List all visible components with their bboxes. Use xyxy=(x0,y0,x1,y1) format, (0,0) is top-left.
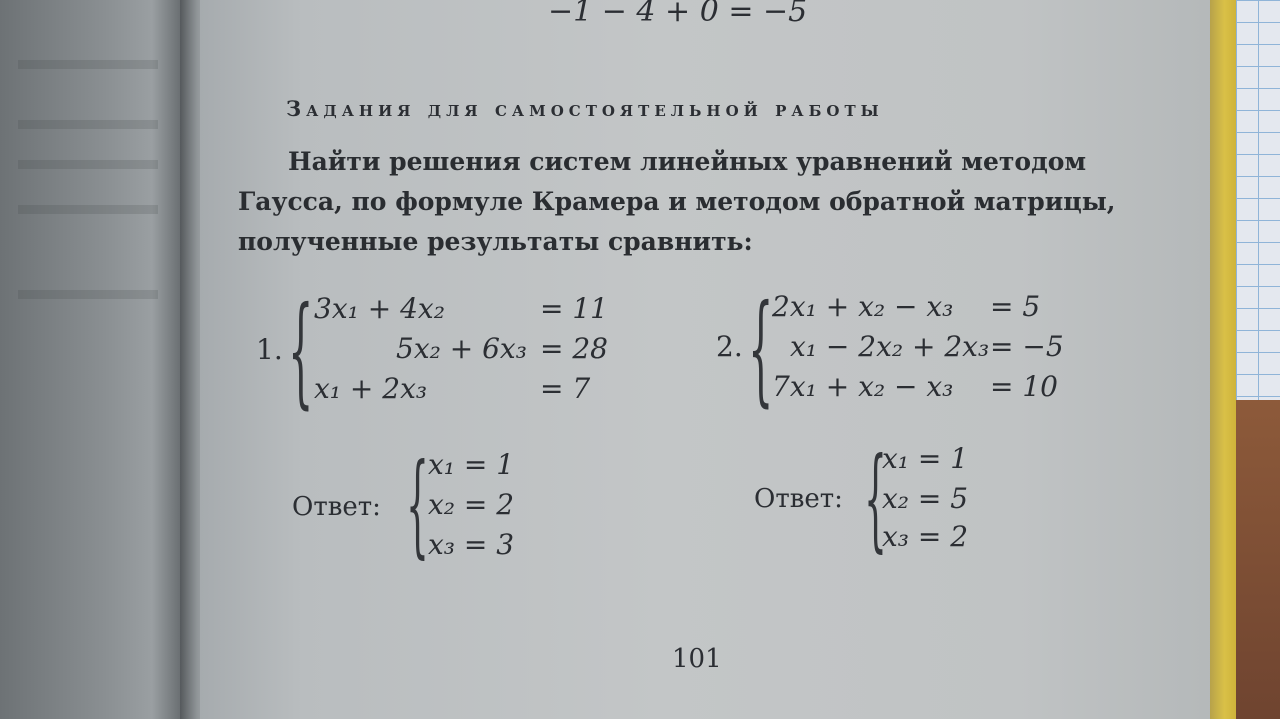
problem-statement: Найти решения систем линейных уравнений методом Гаусса, по формуле Крамера и методом обратной матрицы, полученные результаты сравнить: xyxy=(238,147,1116,256)
system-2-answer-x3: x₃ = 2 xyxy=(882,520,969,553)
system-1-answer-x3: x₃ = 3 xyxy=(428,528,515,561)
system-2-eq1-lhs: 2x₁ + x₂ − x₃ xyxy=(772,290,954,323)
system-1-eq3-rhs: = 7 xyxy=(540,372,591,405)
system-1-answer-x2: x₂ = 2 xyxy=(428,488,515,521)
system-2-answer-label: Ответ: xyxy=(754,484,843,514)
grid-paper-background xyxy=(1236,0,1280,400)
system-2-answer-x1: x₁ = 1 xyxy=(882,442,969,475)
system-1-eq2-rhs: = 28 xyxy=(540,332,608,365)
system-2-brace: { xyxy=(748,282,774,420)
system-1-eq3-lhs: x₁ + 2x₃ xyxy=(314,372,428,405)
system-1-answer-brace: { xyxy=(406,444,429,572)
faded-text-line xyxy=(18,205,158,214)
previous-equation-fragment: −1 − 4 + 0 = −5 xyxy=(548,0,808,29)
system-1-eq1-lhs: 3x₁ + 4x₂ xyxy=(314,292,445,325)
faded-text-line xyxy=(18,290,158,299)
faded-text-line xyxy=(18,60,158,69)
page-number: 101 xyxy=(672,644,722,674)
system-2-answer-brace: { xyxy=(864,438,887,566)
system-1-answer-x1: x₁ = 1 xyxy=(428,448,515,481)
system-2-eq3-lhs: 7x₁ + x₂ − x₃ xyxy=(772,370,954,403)
system-2-number: 2. xyxy=(716,330,743,363)
system-2-answer-x2: x₂ = 5 xyxy=(882,482,969,515)
system-2-eq1-rhs: = 5 xyxy=(990,290,1041,323)
system-1-brace: { xyxy=(288,284,314,422)
system-2-eq3-rhs: = 10 xyxy=(990,370,1058,403)
system-2-eq2-lhs: x₁ − 2x₂ + 2x₃ xyxy=(790,330,990,363)
system-1-eq2-lhs: 5x₂ + 6x₃ xyxy=(396,332,527,365)
system-2-eq2-rhs: = −5 xyxy=(990,330,1064,363)
section-title: Задания для самостоятельной работы xyxy=(286,96,884,121)
system-1-number: 1. xyxy=(256,333,283,366)
system-1-answer-label: Ответ: xyxy=(292,492,381,522)
table-background xyxy=(1236,400,1280,719)
left-page xyxy=(0,0,190,719)
faded-text-line xyxy=(18,120,158,129)
system-1-eq1-rhs: = 11 xyxy=(540,292,608,325)
faded-text-line xyxy=(18,160,158,169)
